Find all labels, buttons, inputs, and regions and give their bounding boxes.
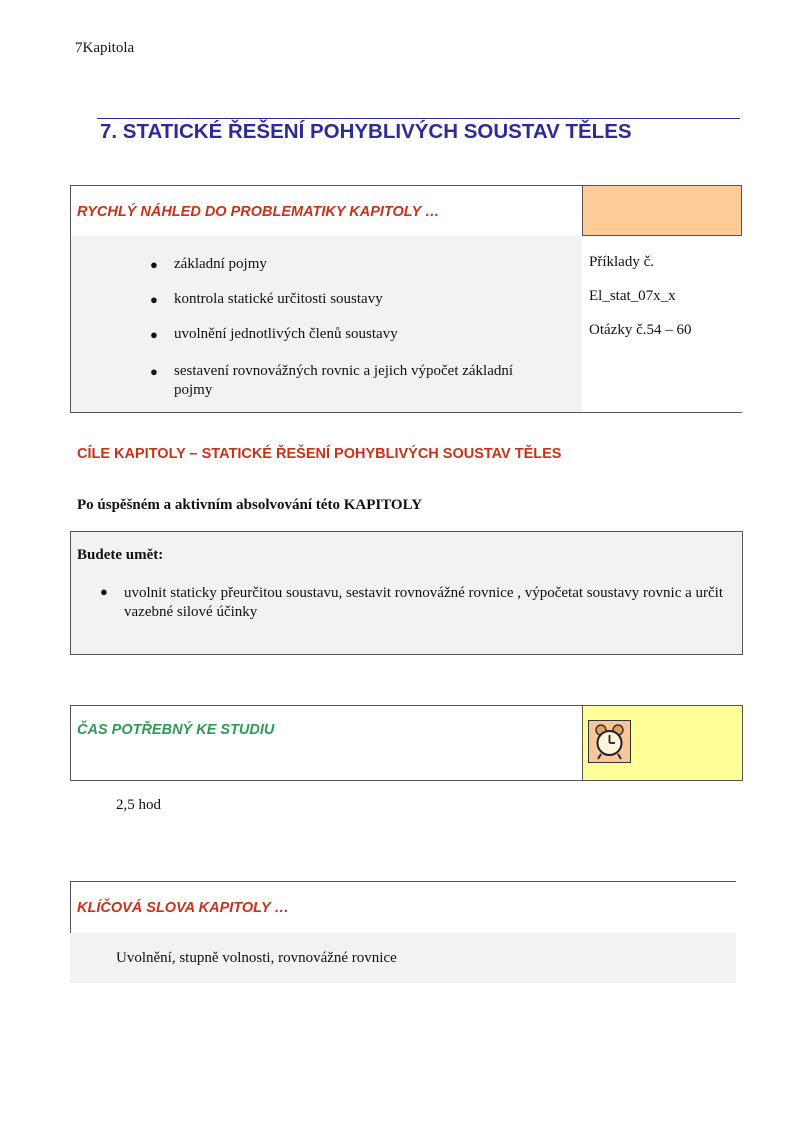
- running-header: 7Kapitola: [75, 40, 135, 56]
- bullet-icon: ●: [100, 584, 108, 599]
- keywords-text: Uvolnění, stupně volnosti, rovnovážné rovnice: [116, 950, 397, 966]
- time-value: 2,5 hod: [116, 797, 161, 813]
- bullet-icon: ●: [150, 292, 158, 307]
- list-item-text: uvolnění jednotlivých členů soustavy: [174, 326, 398, 342]
- examples-code: El_stat_07x_x: [589, 288, 676, 304]
- bullet-icon: ●: [150, 327, 158, 342]
- alarm-clock-icon: [588, 720, 631, 763]
- preview-heading: RYCHLÝ NÁHLED DO PROBLEMATIKY KAPITOLY …: [77, 204, 440, 220]
- examples-label: Příklady č.: [589, 254, 654, 270]
- goals-box-label: Budete umět:: [77, 547, 164, 563]
- list-item-text: sestavení rovnovážných rovnic a jejich výpočet základní pojmy: [174, 363, 514, 398]
- bullet-icon: ●: [150, 257, 158, 272]
- list-item: [150, 362, 560, 402]
- keywords-left-rule: [70, 881, 71, 933]
- bullet-icon: ●: [150, 364, 158, 379]
- goals-heading: CÍLE KAPITOLY – STATICKÉ ŘEŠENÍ POHYBLIVÝCH SOUSTAV TĚLES: [77, 446, 562, 462]
- time-header-cell: [70, 705, 583, 781]
- list-item-text: kontrola statické určitosti soustavy: [174, 291, 383, 307]
- questions-range: Otázky č.54 – 60: [589, 322, 692, 338]
- preview-accent-cell: [582, 185, 742, 236]
- keywords-heading: KLÍČOVÁ SLOVA KAPITOLY …: [77, 900, 289, 916]
- goals-item-text: uvolnit staticky přeurčitou soustavu, sestavit rovnovážné rovnice , výpočetat soustavy rovnic a určit vazebné silové účinky: [124, 585, 724, 620]
- time-heading: ČAS POTŘEBNÝ KE STUDIU: [77, 722, 275, 738]
- title-rule: [97, 118, 740, 119]
- keywords-top-rule: [70, 881, 736, 882]
- list-item: [150, 325, 560, 345]
- list-item: [150, 290, 560, 310]
- list-item: [150, 255, 560, 275]
- goals-intro: Po úspěšném a aktivním absolvování této KAPITOLY: [77, 497, 423, 513]
- list-item-text: základní pojmy: [174, 256, 267, 272]
- chapter-title: 7. STATICKÉ ŘEŠENÍ POHYBLIVÝCH SOUSTAV TĚLES: [100, 120, 632, 143]
